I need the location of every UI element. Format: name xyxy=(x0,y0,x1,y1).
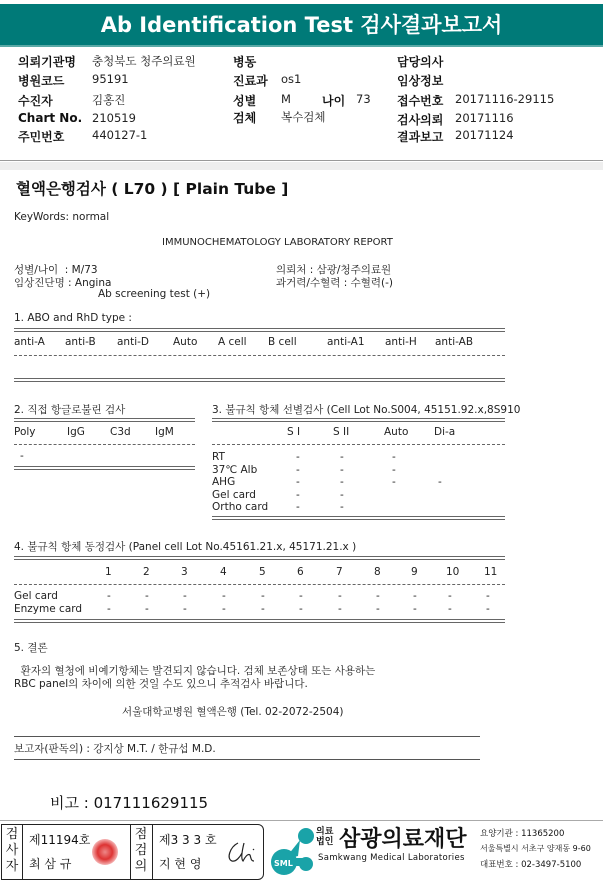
section-5-title: 5. 결론 xyxy=(14,642,48,654)
screening-result: - xyxy=(296,476,300,488)
abo-column-header: B cell xyxy=(268,336,297,348)
org-code: 요양기관 : 11365200 xyxy=(480,829,565,839)
panel-row-label: Enzyme card xyxy=(14,602,83,615)
dat-result: - xyxy=(20,450,24,462)
panel-row-label: Gel card xyxy=(14,590,58,602)
screening-result: - xyxy=(296,451,300,463)
panel-result: - xyxy=(299,602,303,615)
info-value: 73 xyxy=(356,92,371,106)
panel-result: - xyxy=(448,590,452,602)
screening-row-label: AHG xyxy=(212,476,236,488)
info-label: 성별 xyxy=(233,94,257,108)
section-2-title: 2. 직접 항글로불린 검사 xyxy=(14,404,126,416)
panel-result: - xyxy=(107,602,111,615)
screening-result: - xyxy=(296,463,300,476)
screening-result: - xyxy=(340,501,344,513)
panel-result: - xyxy=(338,590,342,602)
panel-cell-header: 9 xyxy=(411,566,418,578)
info-label: Chart No. xyxy=(18,111,83,125)
rule xyxy=(14,759,480,760)
report-heading: IMMUNOCHEMATOLOGY LABORATORY REPORT xyxy=(162,237,393,248)
screening-result: - xyxy=(392,451,396,463)
panel-result: - xyxy=(183,602,187,615)
info-value: 복수검체 xyxy=(281,110,326,124)
screening-column-header: Di-a xyxy=(434,426,456,438)
inspector-license: 제3 3 3 호 xyxy=(159,833,217,847)
panel-result: - xyxy=(107,590,111,602)
info-label: 수진자 xyxy=(18,94,53,108)
examiner-label: 검사자 xyxy=(5,827,19,874)
screening-row-label: Ortho card xyxy=(212,501,269,513)
org-address: 서울특별시 서초구 양재동 9-60 xyxy=(480,844,591,853)
double-rule xyxy=(14,619,505,623)
panel-cell-header: 7 xyxy=(336,566,343,578)
screening-result: - xyxy=(340,463,344,476)
info-label: 검사의뢰 xyxy=(397,113,444,127)
screening-result: - xyxy=(340,451,344,463)
abo-column-header: anti-H xyxy=(385,336,417,348)
transfusion-history: 과거력/수혈력 : 수혈력(-) xyxy=(276,277,394,289)
diagnosis: 임상진단명 : Angina xyxy=(14,277,112,289)
info-label: 담당의사 xyxy=(397,55,444,69)
panel-result: - xyxy=(222,590,226,602)
panel-result: - xyxy=(299,590,303,602)
info-label: 임상정보 xyxy=(397,74,444,88)
info-value: 440127-1 xyxy=(92,128,148,142)
org-name: 삼광의료재단 xyxy=(339,827,467,852)
info-label: 병동 xyxy=(233,55,257,69)
reporter: 보고자(판독의) : 강지상 M.T. / 한규섭 M.D. xyxy=(14,743,216,755)
org-phone: 대표번호 : 02-3497-5100 xyxy=(480,860,582,870)
abo-column-header: anti-B xyxy=(65,336,96,348)
info-value: os1 xyxy=(281,72,302,86)
dat-column-header: IgG xyxy=(67,426,85,438)
panel-cell-header: 5 xyxy=(259,566,266,578)
abo-column-header: anti-A xyxy=(14,336,45,348)
abo-column-header: anti-D xyxy=(117,336,149,348)
double-rule xyxy=(14,378,505,382)
double-rule xyxy=(14,328,505,332)
screening-result: - xyxy=(392,463,396,476)
screening-column-header: S II xyxy=(333,426,350,438)
dashed-rule xyxy=(14,444,195,445)
info-value: 210519 xyxy=(92,111,136,125)
panel-result: - xyxy=(145,590,149,602)
section-4-title: 4. 불규칙 항체 동정검사 (Panel cell Lot No.45161.21.x, 45171.21.x ) xyxy=(14,541,357,553)
info-label: 결과보고 xyxy=(397,130,444,144)
panel-result: - xyxy=(413,602,417,615)
dashed-rule xyxy=(212,444,505,445)
abo-column-header: A cell xyxy=(218,336,247,348)
panel-cell-header: 6 xyxy=(297,566,304,578)
inspector-name: 지 현 영 xyxy=(159,857,202,871)
section-title: 혈액은행검사 ( L70 ) [ Plain Tube ] xyxy=(16,180,289,198)
screening-column-header: S I xyxy=(287,426,301,438)
org-english: Samkwang Medical Laboratories xyxy=(318,853,465,863)
panel-result: - xyxy=(448,602,452,615)
panel-result: - xyxy=(376,602,380,615)
screening-result: - xyxy=(392,476,396,488)
info-label: 의뢰기관명 xyxy=(18,55,76,69)
info-label: 접수번호 xyxy=(397,94,444,108)
keywords: KeyWords: normal xyxy=(14,211,110,223)
rule xyxy=(14,736,480,737)
org-prefix: 의료법인 xyxy=(316,827,334,847)
panel-result: - xyxy=(261,590,265,602)
dat-column-header: IgM xyxy=(155,426,174,438)
report-title: Ab Identification Test 검사결과보고서 xyxy=(0,4,603,47)
conclusion-line: 환자의 혈청에 비예기항체는 발견되지 않습니다. 검체 보존상태 또는 사용하는 xyxy=(14,665,376,677)
panel-result: - xyxy=(222,602,226,615)
panel-result: - xyxy=(183,590,187,602)
double-rule xyxy=(212,516,505,520)
info-value: 김홍진 xyxy=(92,93,126,107)
double-rule xyxy=(14,466,195,470)
panel-cell-header: 10 xyxy=(446,566,460,578)
info-label: 주민번호 xyxy=(18,130,65,144)
remark: 비고 : 017111629115 xyxy=(50,794,209,812)
screening-result: - xyxy=(438,476,442,488)
inspector-label: 점검의 xyxy=(134,827,148,874)
screening-row-label: 37℃ Alb xyxy=(212,463,258,476)
screening-row-label: Gel card xyxy=(212,488,256,501)
screening-column-header: Auto xyxy=(384,426,409,438)
divider xyxy=(0,160,603,161)
info-label: 진료과 xyxy=(233,74,268,88)
panel-result: - xyxy=(338,602,342,615)
screening-result: - xyxy=(296,501,300,513)
abo-column-header: anti-AB xyxy=(435,336,474,348)
double-rule xyxy=(14,556,505,560)
panel-cell-header: 8 xyxy=(374,566,381,578)
screening-result: - xyxy=(340,476,344,488)
sex-age: 성별/나이 : M/73 xyxy=(14,264,98,276)
examiner-license: 제11194호 xyxy=(29,833,91,847)
diagnosis-detail: Ab screening test (+) xyxy=(98,288,211,300)
dat-column-header: Poly xyxy=(14,426,36,438)
panel-cell-header: 2 xyxy=(143,566,150,578)
panel-result: - xyxy=(145,602,149,615)
examiner-name: 최 삼 규 xyxy=(29,857,72,871)
abo-column-header: Auto xyxy=(173,336,198,348)
info-label: 나이 xyxy=(322,94,346,108)
panel-result: - xyxy=(413,590,417,602)
panel-cell-header: 11 xyxy=(484,566,498,578)
section-3-title: 3. 불규칙 항체 선별검사 (Cell Lot No.S004, 45151.92.x,8S910 xyxy=(212,404,521,416)
double-rule xyxy=(212,418,505,422)
dashed-rule xyxy=(14,584,505,585)
info-label: 병원코드 xyxy=(18,74,65,88)
blood-bank-contact: 서울대학교병원 혈액은행 (Tel. 02-2072-2504) xyxy=(122,706,344,718)
conclusion-line: RBC panel의 차이에 의한 것일 수도 있으니 추적검사 바랍니다. xyxy=(14,678,308,690)
info-value: M xyxy=(281,92,291,106)
double-rule xyxy=(14,418,195,422)
dat-column-header: C3d xyxy=(110,426,131,438)
section-1-title: 1. ABO and RhD type : xyxy=(14,312,132,324)
panel-result: - xyxy=(376,590,380,602)
panel-result: - xyxy=(486,602,490,615)
panel-cell-header: 4 xyxy=(220,566,227,578)
info-value: 충청북도 청주의료원 xyxy=(92,54,196,68)
info-value: 20171124 xyxy=(455,128,514,142)
referrer: 의뢰처 : 삼광/청주의료원 xyxy=(276,264,392,276)
divider-band xyxy=(0,162,603,170)
panel-result: - xyxy=(486,590,490,602)
panel-cell-header: 3 xyxy=(181,566,188,578)
panel-result: - xyxy=(261,602,265,615)
signature-box xyxy=(1,824,264,880)
screening-result: - xyxy=(296,488,300,501)
abo-column-header: anti-A1 xyxy=(327,336,365,348)
screening-row-label: RT xyxy=(212,451,225,463)
seal-stamp xyxy=(92,839,118,865)
logo-badge: SML xyxy=(274,859,293,868)
info-value: 20171116-29115 xyxy=(455,92,555,106)
screening-result: - xyxy=(340,488,344,501)
info-value: 95191 xyxy=(92,72,129,86)
panel-cell-header: 1 xyxy=(105,566,112,578)
info-value: 20171116 xyxy=(455,111,514,125)
signature-image xyxy=(224,839,258,865)
info-label: 검체 xyxy=(233,111,257,125)
dashed-rule xyxy=(14,355,505,356)
